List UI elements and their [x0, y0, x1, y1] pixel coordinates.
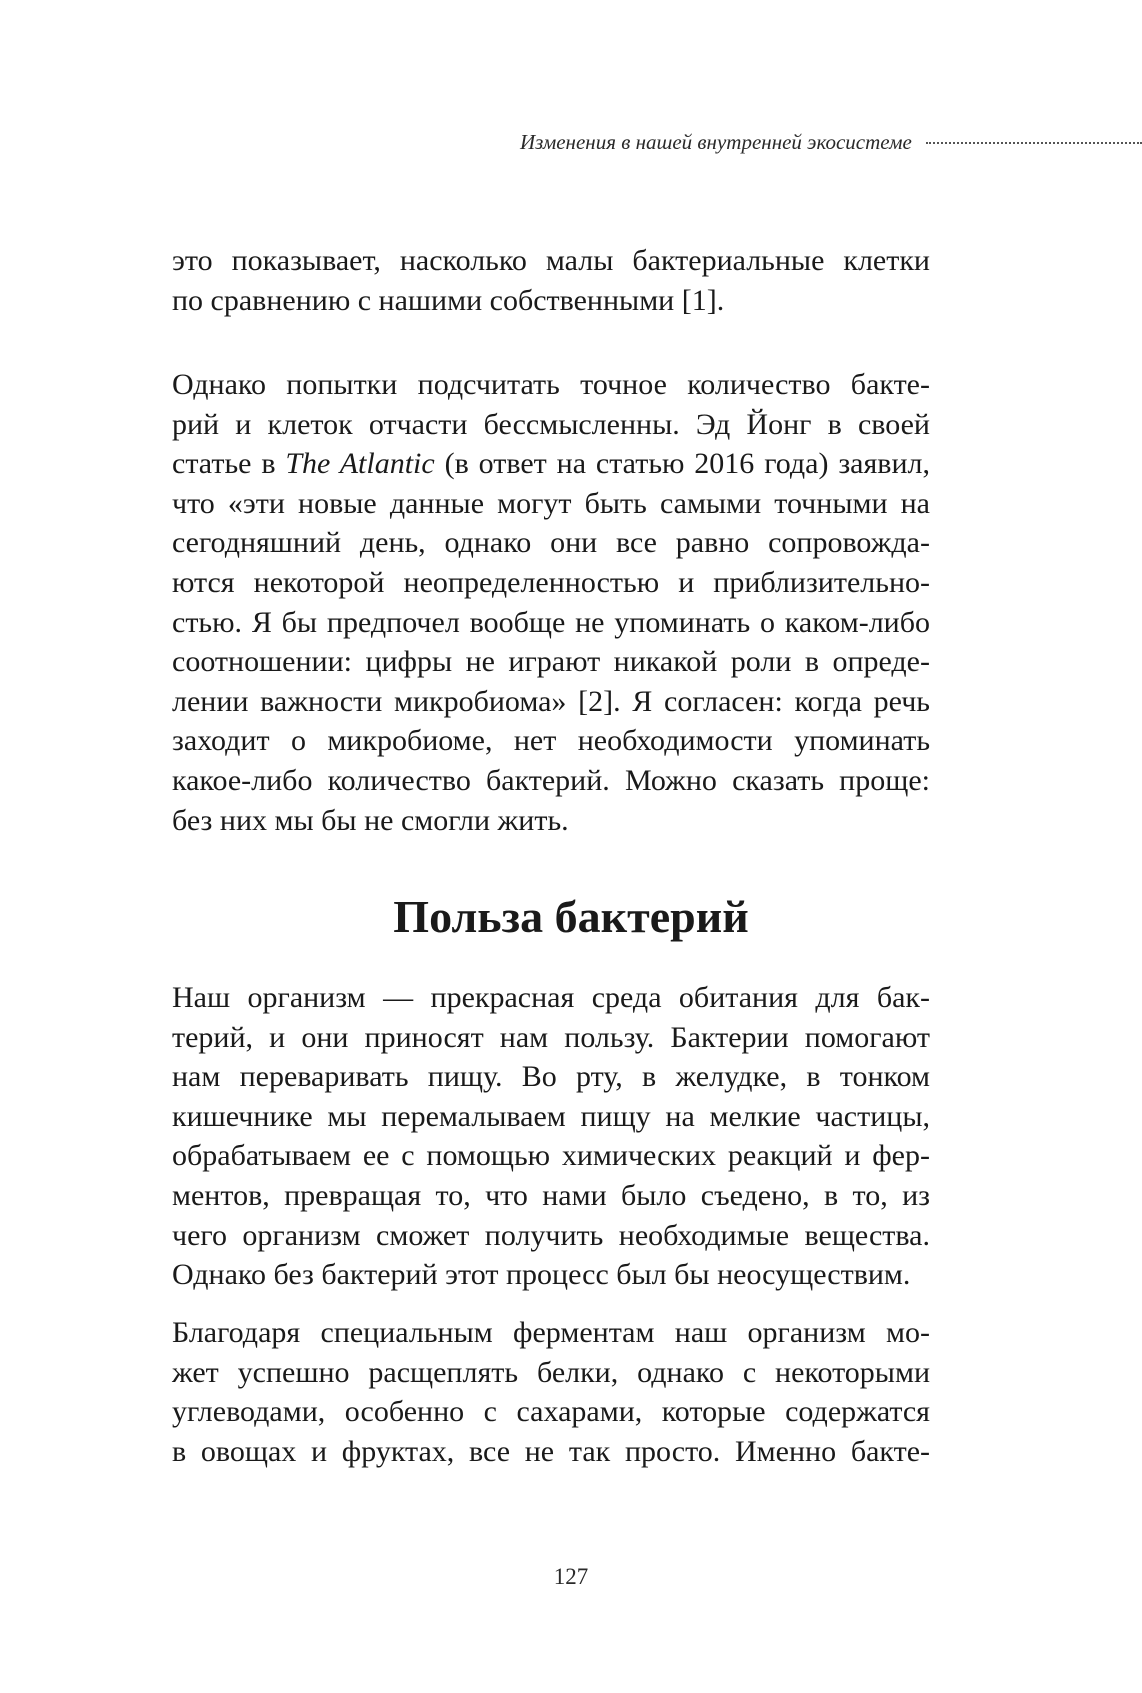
text-line: какое-либо количество бактерий. Можно сказать проще:	[172, 763, 930, 797]
text-line: это показывает, насколько малы бактериальные клетки	[172, 244, 930, 277]
text-line: Наш организм — прекрасная среда обитания для бак-	[172, 981, 930, 1014]
italic-publication-title: The Atlantic	[285, 447, 435, 481]
text-line: ментов, превращая то, что нами было съедено, в то, из	[172, 1178, 930, 1212]
text-line: кишечнике мы перемалываем пищу на мелкие частицы,	[172, 1099, 930, 1133]
text-line: заходит о микробиоме, нет необходимости упоминать	[172, 724, 930, 758]
text-line: терий, и они приносят нам пользу. Бактерии помогают	[172, 1020, 930, 1054]
text-line: сегодняшний день, однако они все равно сопровожда-	[172, 526, 930, 560]
text-segment: статье в	[172, 447, 286, 481]
text-line: ются некоторой неопределенностью и приблизительно-	[172, 565, 930, 599]
text-line: обрабатываем ее с помощью химических реакций и фер-	[172, 1139, 930, 1173]
text-line: Однако без бактерий этот процесс был бы неосуществим.	[172, 1258, 911, 1292]
text-line: нам переваривать пищу. Во рту, в желудке, в тонком	[172, 1060, 930, 1094]
text-line: рий и клеток отчасти бессмысленны. Эд Йонг в своей	[172, 407, 930, 441]
text-line: в овощах и фруктах, все не так просто. Именно бакте-	[172, 1434, 930, 1468]
text-line-with-italic	[172, 444, 930, 484]
text-line: Однако попытки подсчитать точное количество бакте-	[172, 368, 930, 401]
text-line: стью. Я бы предпочел вообще не упоминать о каком-либо	[172, 605, 930, 639]
paragraph	[172, 1313, 930, 1471]
text-line: чего организм сможет получить необходимые вещества.	[172, 1218, 930, 1252]
text-segment: (в ответ на статью 2016 года) заявил,	[434, 447, 930, 481]
text-line: углеводами, особенно с сахарами, которые содержатся	[172, 1395, 930, 1429]
page-number: 127	[553, 1564, 589, 1589]
text-line: по сравнению с нашими собственными [1].	[172, 283, 725, 317]
paragraph	[172, 978, 930, 1295]
running-title: Изменения в нашей внутренней экосистеме	[520, 130, 912, 154]
text-line: Благодаря специальным ферментам наш организм мо-	[172, 1316, 930, 1349]
text-line: лении важности микробиома» [2]. Я согласен: когда речь	[172, 684, 930, 718]
dotted-leader	[926, 142, 1142, 144]
section-heading: Польза бактерий	[393, 891, 749, 942]
text-line: соотношении: цифры не играют никакой роли в опреде-	[172, 645, 930, 679]
paragraph	[172, 365, 930, 840]
paragraph	[172, 241, 930, 320]
running-header	[520, 130, 1142, 162]
text-line: что «эти новые данные могут быть самыми точными на	[172, 486, 930, 520]
text-line: без них мы бы не смогли жить.	[172, 803, 569, 837]
text-line: жет успешно расщеплять белки, однако с некоторыми	[172, 1355, 930, 1389]
